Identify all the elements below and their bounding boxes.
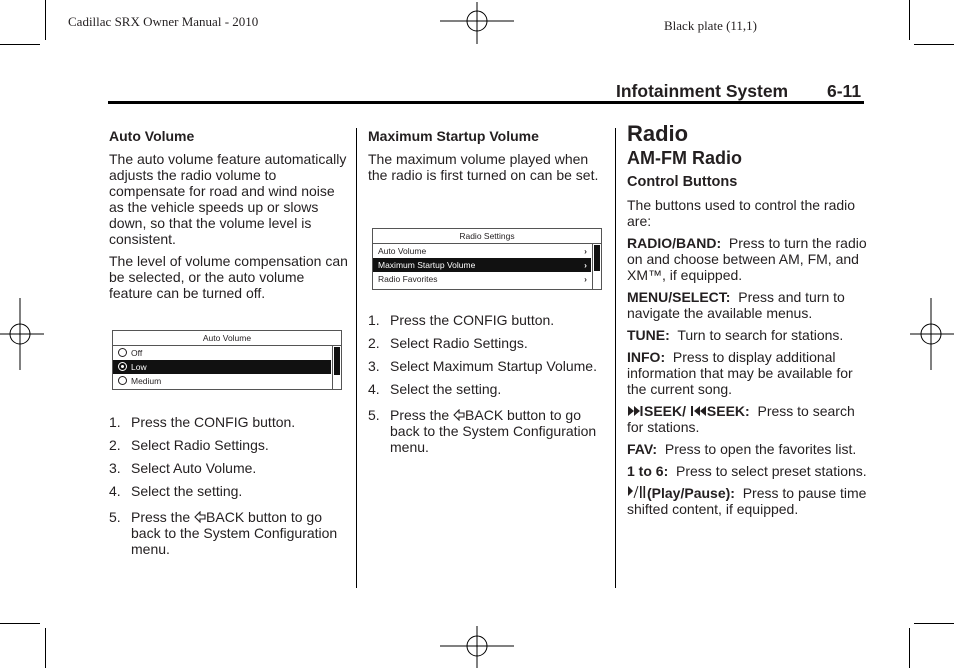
list-item: SEEK/ SEEK: Press to search for stations. — [627, 403, 855, 435]
radio-selected-icon — [118, 362, 127, 371]
dialog-title: Auto Volume — [113, 331, 341, 346]
max-startup-volume-heading: Maximum Startup Volume — [368, 128, 539, 144]
column-3 — [627, 121, 867, 523]
subsection-title: AM-FM Radio — [627, 148, 742, 168]
option-low[interactable]: Low — [113, 360, 331, 374]
menu-item-auto-volume[interactable]: Auto Volume › — [378, 246, 587, 256]
menu-item-max-startup-volume[interactable]: Maximum Startup Volume › — [373, 258, 591, 272]
registration-mark-icon — [910, 298, 954, 370]
menu-item-radio-favorites[interactable]: Radio Favorites › — [378, 274, 587, 284]
crop-mark — [0, 44, 40, 45]
crop-mark — [0, 623, 40, 624]
list-item: RADIO/BAND: Press to turn the radio on and choose between AM, FM, and XM™, if equipped. — [627, 235, 867, 283]
section-title: Infotainment System — [616, 81, 789, 101]
paragraph: The maximum volume played when the radio is first turned on can be set. — [368, 151, 599, 183]
control-buttons-heading: Control Buttons — [627, 174, 738, 190]
registration-mark-icon — [0, 298, 44, 370]
play-pause-icon — [627, 485, 647, 499]
list-item: 1 to 6: Press to select preset stations. — [627, 463, 867, 479]
scrollbar-thumb[interactable] — [334, 347, 340, 375]
list-item: 3. Select Maximum Startup Volume. — [368, 358, 597, 374]
paragraph: The auto volume feature automatically adjusts the radio volume to compensate for road and wind noise as the vehicle speeds up or slows down, so that the volume level is consistent. — [109, 151, 347, 247]
column-1 — [109, 128, 349, 307]
column-divider — [356, 128, 357, 588]
seek-back-icon — [690, 405, 707, 417]
plate-label: Black plate (11,1) — [664, 18, 758, 33]
registration-mark-icon — [440, 2, 514, 44]
paragraph: The buttons used to control the radio are: — [627, 197, 856, 229]
scrollbar[interactable] — [592, 244, 601, 289]
list-item: 5. Press the BACK button to go back to the System Configuration menu. — [368, 407, 597, 455]
auto-volume-heading: Auto Volume — [109, 128, 195, 144]
option-off[interactable]: Off — [113, 346, 331, 360]
list-item: 5. Press the BACK button to go back to the System Configuration menu. — [109, 509, 338, 557]
list-item: 4. Select the setting. — [368, 381, 502, 397]
dialog-title: Radio Settings — [373, 229, 601, 244]
paragraph: The level of volume compensation can be selected, or the auto volume feature can be turned off. — [109, 253, 348, 301]
seek-forward-icon — [627, 405, 644, 417]
list-item: 2. Select Radio Settings. — [109, 437, 269, 453]
crop-mark — [45, 628, 46, 668]
radio-icon — [118, 376, 127, 385]
back-arrow-icon — [194, 511, 206, 523]
column-2 — [368, 128, 604, 189]
chevron-right-icon: › — [584, 260, 587, 270]
chevron-right-icon: › — [584, 246, 587, 256]
list-item: (Play/Pause): Press to pause time shifted content, if equipped. — [627, 485, 867, 517]
list-item: 3. Select Auto Volume. — [109, 460, 257, 476]
crop-mark — [909, 628, 910, 668]
crop-mark — [909, 0, 910, 40]
list-item: MENU/SELECT: Press and turn to navigate the available menus. — [627, 289, 845, 321]
radio-settings-dialog — [372, 228, 602, 290]
crop-mark — [914, 623, 954, 624]
auto-volume-dialog — [112, 330, 342, 390]
column-2-steps — [368, 312, 604, 462]
scrollbar-thumb[interactable] — [594, 245, 600, 271]
list-item: 1. Press the CONFIG button. — [368, 312, 555, 328]
list-item: 4. Select the setting. — [109, 483, 243, 499]
column-1-steps — [109, 414, 349, 564]
manual-title: Cadillac SRX Owner Manual - 2010 — [68, 14, 259, 29]
list-item: INFO: Press to display additional information that may be available for the current song. — [627, 349, 853, 397]
list-item: 1. Press the CONFIG button. — [109, 414, 296, 430]
list-item: 2. Select Radio Settings. — [368, 335, 528, 351]
page-number: 6-11 — [827, 81, 862, 101]
back-arrow-icon — [453, 409, 465, 421]
crop-mark — [45, 0, 46, 40]
scrollbar[interactable] — [332, 346, 341, 389]
radio-icon — [118, 348, 127, 357]
crop-mark — [914, 44, 954, 45]
header-rule — [108, 101, 864, 104]
option-medium[interactable]: Medium — [113, 374, 331, 388]
list-item: FAV: Press to open the favorites list. — [627, 441, 857, 457]
registration-mark-icon — [440, 626, 514, 668]
column-divider — [615, 128, 616, 588]
chevron-right-icon: › — [584, 274, 587, 284]
page-title: Radio — [627, 121, 689, 146]
list-item: TUNE: Turn to search for stations. — [627, 327, 844, 343]
